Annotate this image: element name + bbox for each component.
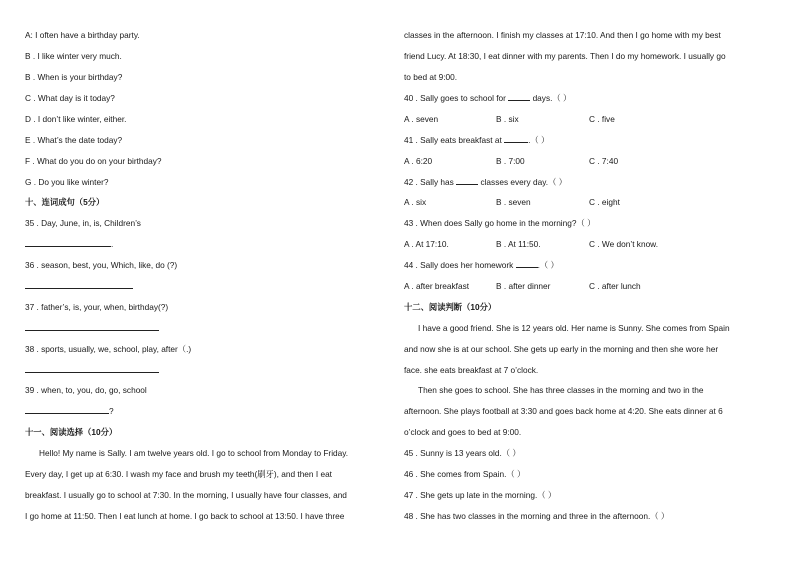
- match-option-d: D . I don’t like winter, either.: [25, 114, 127, 124]
- passage2-line-5: afternoon. She plays football at 3:30 and goes back home at 4:20. She eats dinner at 6: [404, 406, 723, 416]
- q40-option-a[interactable]: A . seven: [404, 114, 439, 124]
- match-option-b2: B . When is your birthday?: [25, 72, 123, 82]
- match-option-g: G . Do you like winter?: [25, 177, 109, 187]
- q42-before: 42 . Sally has: [404, 177, 454, 187]
- q40-after: days.（ ）: [532, 93, 572, 103]
- q43-option-c[interactable]: C . We don’t know.: [589, 239, 659, 249]
- answer-blank-35[interactable]: [25, 238, 114, 249]
- passage-cont-2: friend Lucy. At 18:30, I eat dinner with my parents. Then I do my homework. I usually go: [404, 51, 726, 61]
- q42-blank[interactable]: [456, 176, 478, 185]
- section-12-title: 十二、阅读判断（10分）: [404, 302, 497, 312]
- answer-blank-39[interactable]: [25, 405, 109, 414]
- q43-option-b[interactable]: B . At 11:50.: [496, 239, 541, 249]
- q41-option-b[interactable]: B . 7:00: [496, 156, 525, 166]
- question-37: 37 . father’s, is, your, when, birthday(?): [25, 302, 169, 312]
- q41-option-a[interactable]: A . 6:20: [404, 156, 433, 166]
- q42-option-b[interactable]: B . seven: [496, 197, 531, 207]
- answer-line-35[interactable]: [25, 238, 113, 250]
- q40-option-c[interactable]: C . five: [589, 114, 615, 124]
- passage-line-1: Hello! My name is Sally. I am twelve years old. I go to school from Monday to Friday.: [39, 448, 349, 458]
- match-option-a: A: I often have a birthday party.: [25, 30, 140, 40]
- passage2-line-2: and now she is at our school. She gets up early in the morning and then she wore her: [404, 344, 719, 354]
- question-42: [404, 176, 567, 188]
- match-option-c: C . What day is it today?: [25, 93, 115, 103]
- passage-line-3: breakfast. I usually go to school at 7:30. In the morning, I usually have four classes, and: [25, 490, 347, 500]
- answer-35-end: .: [111, 239, 114, 249]
- question-41: [404, 134, 549, 146]
- answer-39-end: ?: [109, 406, 114, 416]
- answer-line-37[interactable]: [25, 322, 159, 334]
- q44-option-a[interactable]: A . after breakfast: [404, 281, 470, 291]
- q44-blank[interactable]: [516, 259, 538, 268]
- passage2-line-3: face. she eats breakfast at 7 o’clock.: [404, 365, 539, 375]
- match-option-e: E . What’s the date today?: [25, 135, 123, 145]
- q41-options: [404, 155, 769, 167]
- answer-line-36[interactable]: [25, 280, 133, 292]
- question-43: 43 . When does Sally go home in the morning?（ ）: [404, 218, 596, 228]
- q42-option-c[interactable]: C . eight: [589, 197, 620, 207]
- passage-cont-1: classes in the afternoon. I finish my classes at 17:10. And then I go home with my best: [404, 30, 721, 40]
- q44-options: [404, 280, 769, 292]
- q41-option-c[interactable]: C . 7:40: [589, 156, 619, 166]
- question-39: 39 . when, to, you, do, go, school: [25, 385, 147, 395]
- answer-line-38[interactable]: [25, 364, 159, 376]
- q43-options: [404, 238, 769, 250]
- question-36: 36 . season, best, you, Which, like, do (?): [25, 260, 178, 270]
- question-46[interactable]: 46 . She comes from Spain.（ ）: [404, 469, 526, 479]
- q42-options: [404, 196, 769, 208]
- question-38: 38 . sports, usually, we, school, play, after（.): [25, 344, 192, 354]
- q44-option-b[interactable]: B . after dinner: [496, 281, 551, 291]
- q40-options: [404, 113, 769, 125]
- section-10-title: 十、连词成句（5分）: [25, 197, 105, 207]
- question-48[interactable]: 48 . She has two classes in the morning and three in the afternoon.（ ）: [404, 511, 670, 521]
- q44-before: 44 . Sally does her homework: [404, 260, 514, 270]
- match-option-b1: B . I like winter very much.: [25, 51, 122, 61]
- q40-before: 40 . Sally goes to school for: [404, 93, 506, 103]
- q40-option-b[interactable]: B . six: [496, 114, 519, 124]
- answer-blank-37[interactable]: [25, 322, 159, 331]
- q41-before: 41 . Sally eats breakfast at: [404, 135, 502, 145]
- question-44: [404, 259, 559, 271]
- section-11-title: 十一、阅读选择（10分）: [25, 427, 118, 437]
- answer-blank-36[interactable]: [25, 280, 133, 289]
- match-option-f: F . What do you do on your birthday?: [25, 156, 162, 166]
- q42-after: classes every day.（ ）: [480, 177, 567, 187]
- passage-cont-3: to bed at 9:00.: [404, 72, 458, 82]
- q44-after: .（ ）: [537, 260, 559, 270]
- answer-blank-38[interactable]: [25, 364, 159, 373]
- q41-after: .（ ）: [528, 135, 550, 145]
- passage2-line-1: I have a good friend. She is 12 years old. Her name is Sunny. She comes from Spain: [418, 323, 730, 333]
- q42-option-a[interactable]: A . six: [404, 197, 427, 207]
- q44-option-c[interactable]: C . after lunch: [589, 281, 641, 291]
- question-47[interactable]: 47 . She gets up late in the morning.（ ）: [404, 490, 557, 500]
- question-35: 35 . Day, June, in, is, Children’s: [25, 218, 141, 228]
- passage-line-2: Every day, I get up at 6:30. I wash my face and brush my teeth(刷牙), and then I eat: [25, 469, 332, 479]
- q40-blank[interactable]: [508, 92, 530, 101]
- passage2-line-6: o’clock and goes to bed at 9:00.: [404, 427, 522, 437]
- q43-option-a[interactable]: A . At 17:10.: [404, 239, 449, 249]
- passage-line-4: I go home at 11:50. Then I eat lunch at home. I go back to school at 13:50. I have three: [25, 511, 345, 521]
- passage2-line-4: Then she goes to school. She has three classes in the morning and two in the: [418, 385, 704, 395]
- q41-blank[interactable]: [504, 134, 528, 143]
- question-40: [404, 92, 571, 104]
- answer-line-39[interactable]: [25, 405, 114, 417]
- question-45[interactable]: 45 . Sunny is 13 years old.（ ）: [404, 448, 521, 458]
